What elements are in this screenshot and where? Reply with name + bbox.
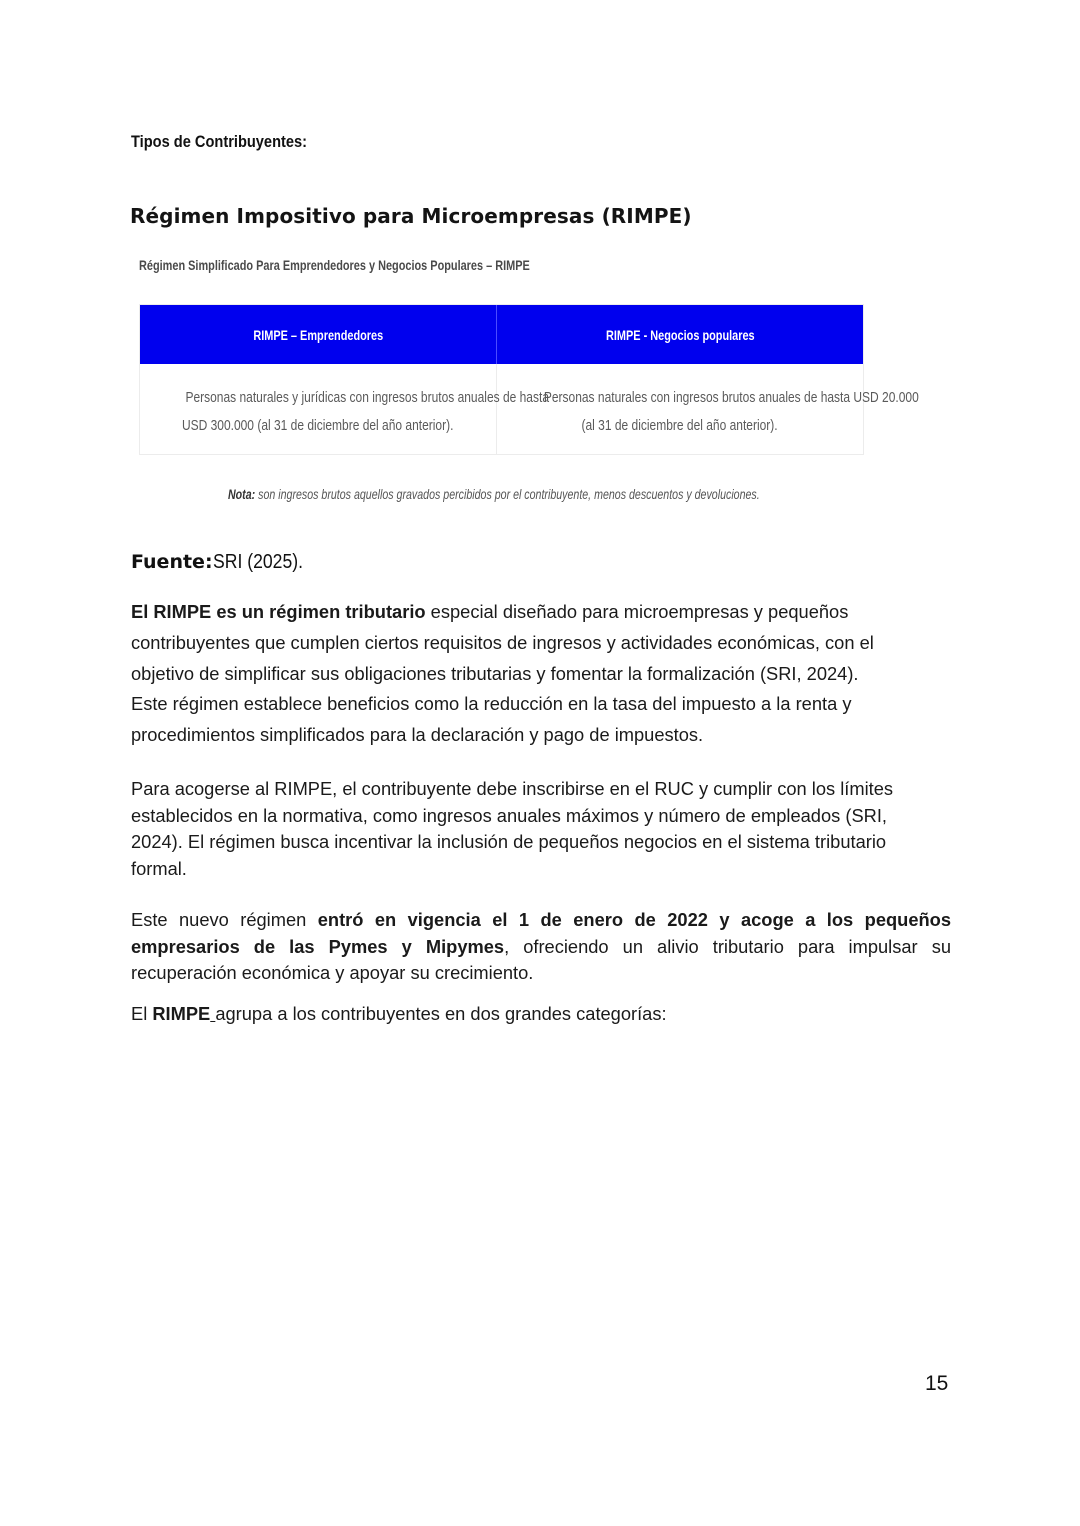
paragraph-text: El [131, 1003, 153, 1024]
paragraph-line: Este régimen establece beneficios como la reducción en la tasa del impuesto a la renta y [131, 693, 852, 715]
table-header-label: RIMPE - Negocios populares [605, 326, 755, 343]
table-cell-emprendedores [140, 364, 549, 454]
table-note [228, 486, 760, 502]
section-label: Tipos de Contribuyentes: [131, 132, 308, 151]
bold-phrase: RIMPE [152, 1003, 211, 1024]
paragraph-rimpe-definition [131, 597, 951, 751]
table-cell-text: Personas naturales con ingresos brutos anuales de hasta USD 20.000 [543, 389, 919, 406]
table-cell-negocios-populares [497, 364, 919, 454]
table-header-label: RIMPE – Emprendedores [253, 326, 383, 343]
paragraph-line: procedimientos simplificados para la declaración y pago de impuestos. [131, 724, 704, 746]
page-number: 15 [925, 1372, 949, 1395]
source-value: SRI (2025). [212, 551, 303, 573]
source-label: Fuente: [131, 551, 213, 573]
table-header-negocios-populares [497, 305, 863, 364]
paragraph-line: contribuyentes que cumplen ciertos requisitos de ingresos y actividades económicas, con el [131, 631, 874, 653]
paragraph-line: objetivo de simplificar sus obligaciones tributarias y fomentar la formalización (SRI, 2024). [131, 662, 859, 684]
paragraph-text: especial diseñado para microempresas y pequeños [425, 601, 849, 622]
table-note-text: son ingresos brutos aquellos gravados percibidos por el contribuyente, menos descuentos y devoluciones. [255, 486, 760, 502]
table-header-emprendedores [140, 305, 497, 364]
paragraph-line: 2024). El régimen busca incentivar la inclusión de pequeños negocios en el sistema tributario [131, 831, 887, 853]
section-heading: Régimen Impositivo para Microempresas (RIMPE) [130, 204, 692, 228]
table-cell-text: USD 300.000 (al 31 de diciembre del año anterior). [182, 417, 454, 434]
bold-phrase: entró en vigencia el 1 de enero de 2022 y acoge a los pequeños [317, 909, 951, 930]
table-cell-text: (al 31 de diciembre del año anterior). [581, 417, 779, 434]
paragraph-rimpe-requirements [131, 776, 951, 882]
paragraph-line: establecidos en la normativa, como ingresos anuales máximos y número de empleados (SRI, [131, 804, 887, 826]
source-citation [131, 551, 315, 574]
table-cell-text: Personas naturales y jurídicas con ingresos brutos anuales de hasta [185, 389, 549, 406]
figure-caption: Régimen Simplificado Para Emprendedores y Negocios Populares – RIMPE [139, 257, 530, 273]
bold-phrase: El RIMPE es un régimen tributario [131, 601, 426, 622]
table-header-row [140, 305, 863, 364]
paragraph-text: agrupa a los contribuyentes en dos grandes categorías: [215, 1003, 667, 1024]
paragraph-text: , ofreciendo un alivio tributario para impulsar su [504, 935, 951, 957]
paragraph-line: recuperación económica y apoyar su crecimiento. [131, 962, 534, 984]
paragraph-line: Para acogerse al RIMPE, el contribuyente debe inscribirse en el RUC y cumplir con los límites [131, 778, 894, 799]
paragraph-rimpe-vigencia [131, 907, 951, 987]
table-row [140, 364, 919, 454]
bold-phrase: empresarios de las Pymes y Mipymes [131, 935, 505, 957]
table-note-label: Nota: [228, 486, 256, 502]
paragraph-rimpe-categories [131, 1001, 951, 1027]
paragraph-text: Este nuevo régimen [131, 909, 318, 930]
rimpe-categories-table [139, 304, 919, 455]
paragraph-line: formal. [131, 857, 187, 879]
